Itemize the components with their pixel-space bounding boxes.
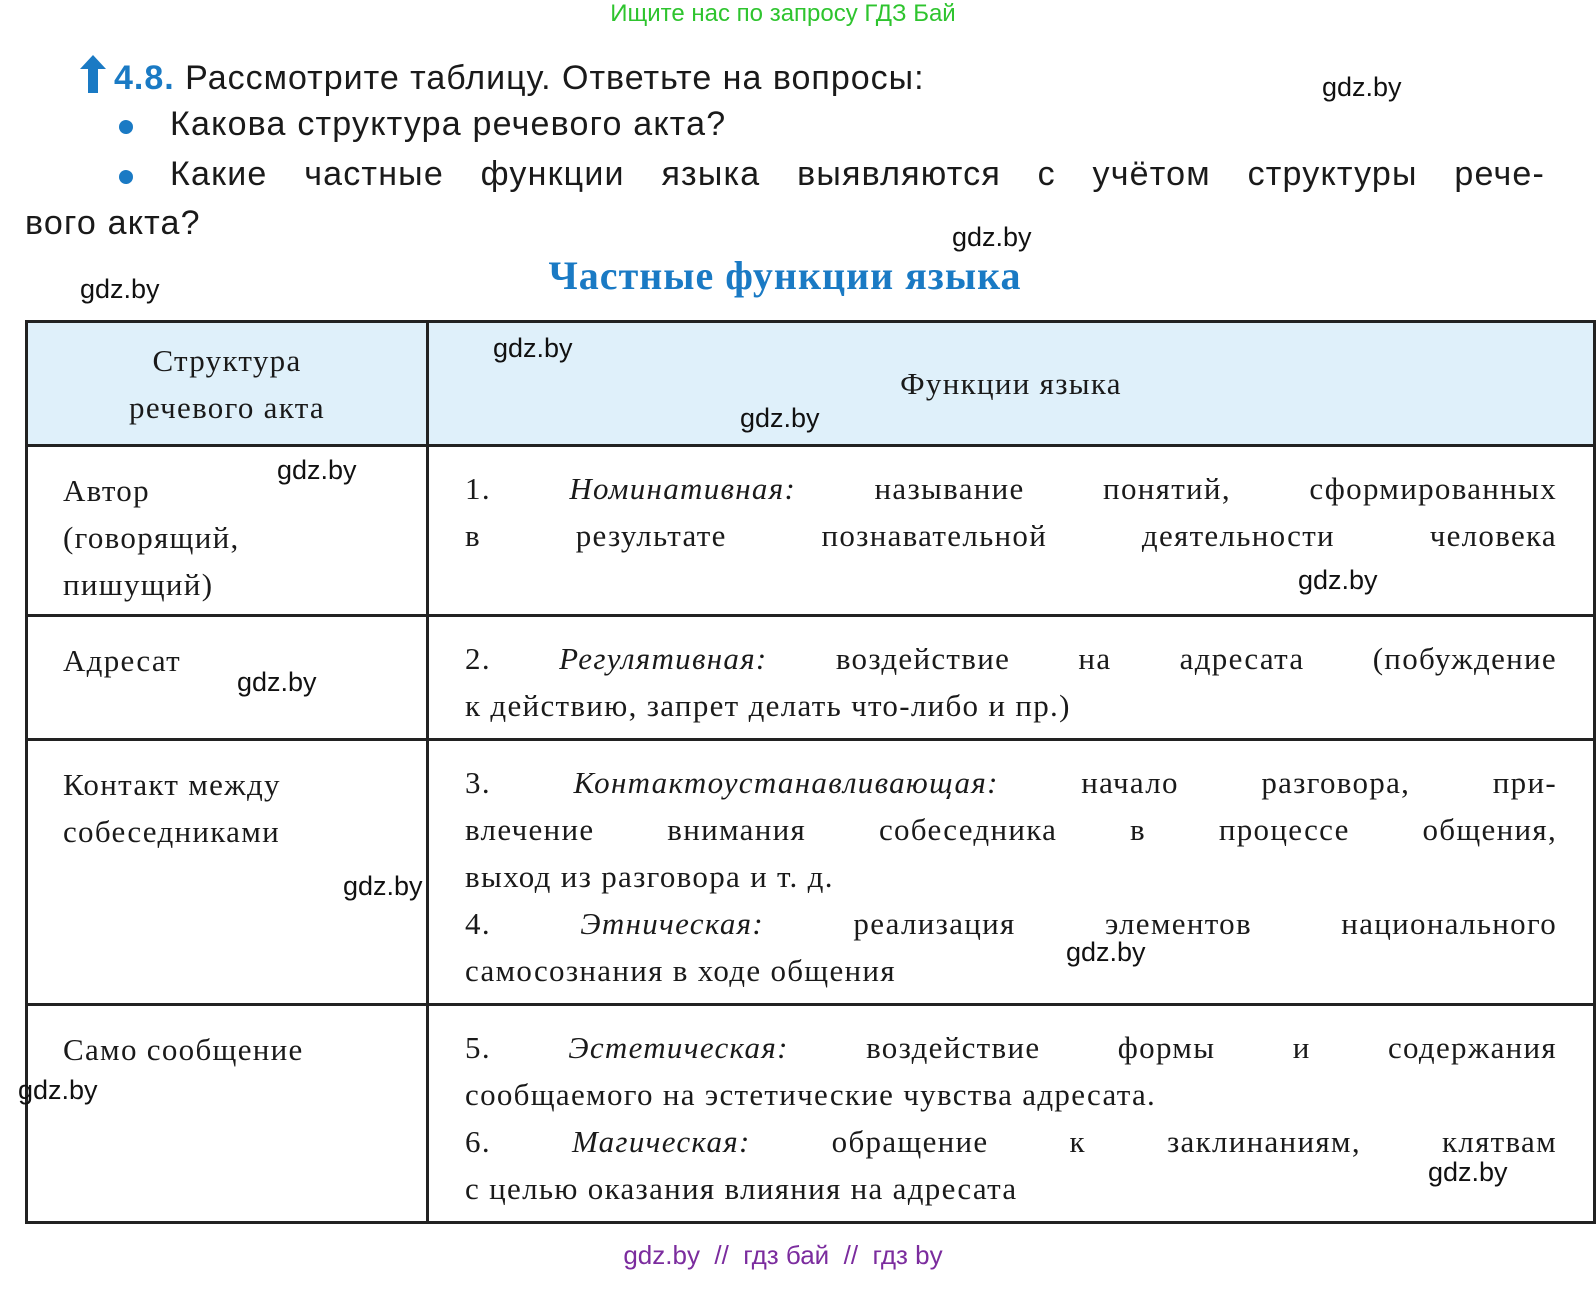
watermark: gdz.by (1298, 565, 1378, 595)
structure-cell: Контакт между собеседниками (27, 740, 428, 1005)
footer-links: gdz.by // гдз бай // гдз by (623, 1240, 943, 1270)
watermark: gdz.by (952, 222, 1032, 252)
function-cell: 5. Эстетическая: воздействие формы и содержания сообщаемого на эстетические чувства адресата. 6. Магическая: обращение к заклинаниям, клятвам с целью оказания влияния на адресата (428, 1005, 1595, 1223)
functions-table (25, 320, 1596, 1224)
function-cell: 2. Регулятивная: воздействие на адресата (побуждение к действию, запрет делать что-либо и пр.) (428, 616, 1595, 740)
question-2: Какие частные функции языка выявляются с учётом структуры рече- (170, 155, 1545, 193)
watermark: gdz.by (1322, 72, 1402, 102)
task-number: 4.8. (114, 59, 175, 97)
watermark: gdz.by (740, 403, 820, 433)
table-row (27, 1005, 1595, 1223)
watermark: gdz.by (237, 667, 317, 697)
watermark: gdz.by (343, 871, 423, 901)
watermark: gdz.by (1428, 1157, 1508, 1187)
watermark: gdz.by (277, 455, 357, 485)
question-1: Какова структура речевого акта? (170, 105, 727, 143)
structure-cell: Само сообщение (27, 1005, 428, 1223)
structure-cell: Адресат (27, 616, 428, 740)
up-arrow-icon (80, 55, 106, 93)
watermark: gdz.by (18, 1075, 98, 1105)
bullet-icon (119, 120, 133, 134)
bullet-icon (119, 170, 133, 184)
task-text: Рассмотрите таблицу. Ответьте на вопросы: (185, 59, 925, 97)
function-cell: 3. Контактоустанавливающая: начало разговора, при- влечение внимания собеседника в процессе общения, выход из разговора и т. д. 4. Этническая: реализация элементов национального самосознания в ходе общения (428, 740, 1595, 1005)
header-structure: Структура речевого акта (27, 322, 428, 446)
function-cell: 1. Номинативная: называние понятий, сформированных в результате познавательной деятельности человека (428, 446, 1595, 616)
task-heading (80, 55, 925, 98)
search-note: Ищите нас по запросу ГДЗ Бай (610, 0, 956, 27)
header-functions: Функции языка (428, 322, 1595, 446)
structure-cell: Автор (говорящий, пишущий) (27, 446, 428, 616)
table-row (27, 740, 1595, 1005)
watermark: gdz.by (493, 333, 573, 363)
table-title: Частные функции языка (548, 253, 1022, 298)
watermark: gdz.by (80, 274, 160, 304)
question-2-cont: вого акта? (25, 204, 201, 242)
watermark: gdz.by (1066, 937, 1146, 967)
